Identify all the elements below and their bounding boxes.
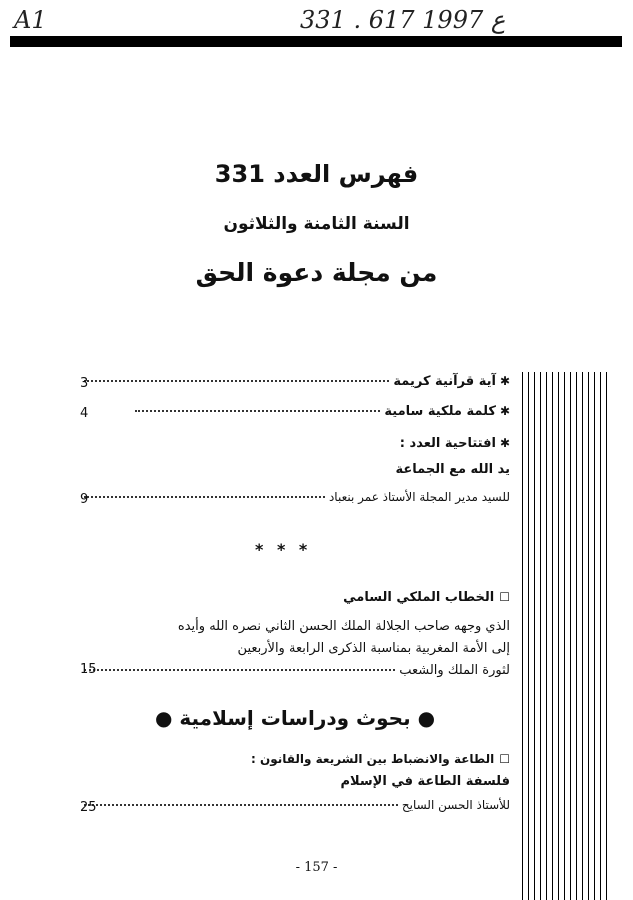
- handwritten-note-left: A1: [14, 6, 47, 34]
- toc-title: للسيد مدير المجلة الأستاذ عمر بنعباد: [328, 490, 510, 504]
- toc-title: آية قرآنية كريمة: [393, 374, 496, 389]
- toc-entry: [80, 374, 510, 394]
- speech-line: لثورة الملك والشعب: [399, 663, 510, 678]
- speech-line: الذي وجهه صاحب الجلالة الملك الحسن الثاني نصره الله وأيده: [177, 619, 510, 634]
- handwritten-note-right: 331 . ع 1997 617: [300, 6, 506, 34]
- speech-heading: [80, 590, 510, 610]
- study-heading: [80, 752, 510, 772]
- toc-page: 4: [80, 406, 89, 421]
- magazine-title: من مجلة دعوة الحق: [195, 258, 438, 287]
- toc-page: 25: [80, 800, 97, 815]
- index-title: فهرس العدد 331: [214, 160, 419, 188]
- study-subtitle: فلسفة الطاعة في الإسلام: [340, 774, 510, 789]
- study-title: الطاعة والانضباط بين الشريعة والقانون :: [251, 752, 495, 766]
- star-bullet-icon: ✱: [499, 436, 510, 450]
- toc-title: يد الله مع الجماعة: [395, 462, 510, 477]
- speech-description: [80, 616, 510, 682]
- separator-stars: * * *: [255, 540, 312, 559]
- leader-dots: [84, 669, 395, 671]
- toc-page: 15: [80, 662, 97, 677]
- page-number: - 157 -: [295, 860, 338, 875]
- leader-dots: [84, 380, 389, 382]
- decorative-stripes: [522, 372, 612, 900]
- speech-title: الخطاب الملكي السامي: [343, 590, 495, 605]
- toc-entry: [80, 798, 510, 818]
- toc-title: كلمة ملكية سامية: [384, 404, 496, 419]
- leader-dots: [84, 804, 398, 806]
- study-subtitle-line: [80, 774, 510, 794]
- star-bullet-icon: ✱: [499, 374, 510, 388]
- toc-entry: [80, 436, 510, 456]
- star-bullet-icon: ✱: [499, 404, 510, 418]
- square-bullet-icon: ☐: [499, 590, 510, 604]
- circle-bullet-icon: ●: [154, 706, 173, 730]
- toc-title: افتتاحية العدد :: [399, 436, 496, 451]
- speech-line: إلى الأمة المغربية بمناسبة الذكرى الرابعة والأربعين: [237, 641, 510, 656]
- leader-dots: [84, 496, 325, 498]
- section-heading: [80, 706, 510, 730]
- top-rule: [10, 36, 622, 47]
- toc-entry: [80, 462, 510, 482]
- toc-page: 9: [80, 492, 89, 507]
- leader-dots: [135, 410, 380, 412]
- section-title: بحوث ودراسات إسلامية: [179, 706, 411, 730]
- year-subtitle: السنة الثامنة والثلاثون: [223, 214, 410, 234]
- toc-entry: [80, 404, 510, 424]
- circle-bullet-icon: ●: [417, 706, 436, 730]
- toc-page: 3: [80, 376, 89, 391]
- toc-entry: [80, 490, 510, 510]
- study-author: للأستاذ الحسن السايح: [401, 798, 510, 812]
- square-bullet-icon: ☐: [499, 752, 510, 766]
